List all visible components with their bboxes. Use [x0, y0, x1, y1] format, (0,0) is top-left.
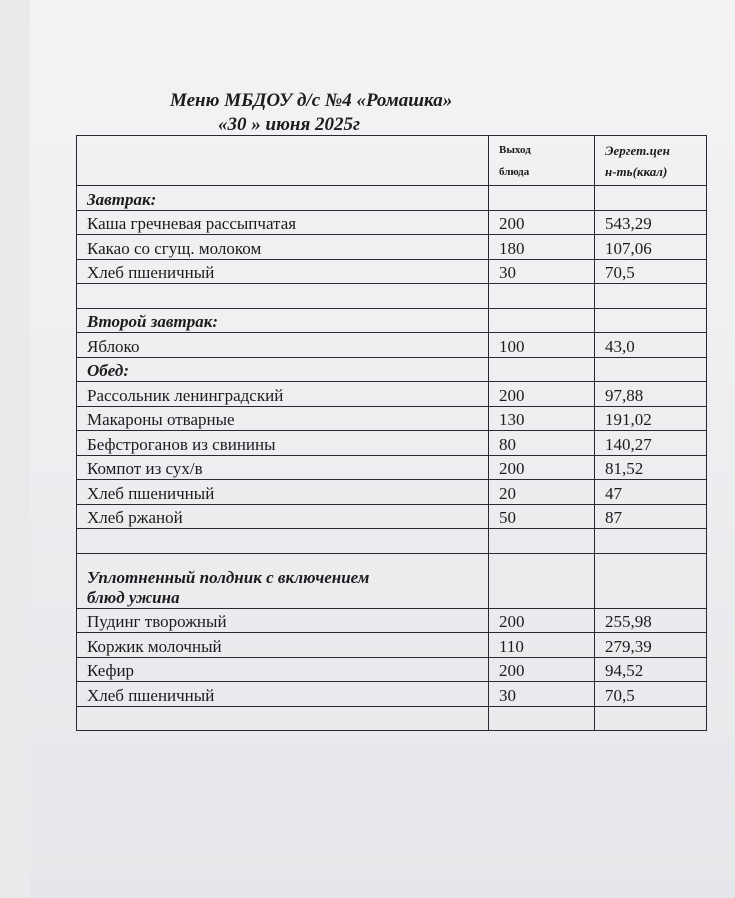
dish-output: 30 — [489, 682, 595, 707]
menu-title: Меню МБДОУ д/с №4 «Ромашка» — [170, 90, 453, 111]
table-row — [77, 608, 707, 633]
dish-energy: 81,52 — [595, 455, 707, 480]
dish-output: 50 — [489, 504, 595, 529]
dish-energy: 70,5 — [595, 259, 707, 284]
dish-energy: 47 — [595, 480, 707, 505]
section-row — [77, 553, 707, 608]
header-energy-cell — [595, 136, 707, 186]
dish-output: 110 — [489, 633, 595, 658]
table-row — [77, 210, 707, 235]
table-row — [77, 333, 707, 358]
header-row — [77, 136, 707, 186]
table-row — [77, 657, 707, 682]
header-dish-cell — [77, 136, 489, 186]
table-row — [77, 480, 707, 505]
dish-output: 20 — [489, 480, 595, 505]
table-row — [77, 382, 707, 407]
dish-energy: 543,29 — [595, 210, 707, 235]
header-output-cell — [489, 136, 595, 186]
dish-energy: 70,5 — [595, 682, 707, 707]
header-energy-line2: н-ть(ккал) — [605, 163, 668, 179]
dish-energy: 140,27 — [595, 431, 707, 456]
section-title: Завтрак: — [77, 186, 489, 211]
dish-name: Какао со сгущ. молоком — [77, 235, 489, 260]
dish-energy: 97,88 — [595, 382, 707, 407]
menu-table — [76, 135, 707, 731]
dish-name: Яблоко — [77, 333, 489, 358]
section-title: Второй завтрак: — [77, 308, 489, 333]
empty-row — [77, 284, 707, 309]
section-row — [77, 357, 707, 382]
table-row — [77, 633, 707, 658]
dish-energy: 87 — [595, 504, 707, 529]
dish-energy: 255,98 — [595, 608, 707, 633]
dish-name: Макароны отварные — [77, 406, 489, 431]
dish-energy: 43,0 — [595, 333, 707, 358]
dish-name: Рассольник ленинградский — [77, 382, 489, 407]
dish-energy: 279,39 — [595, 633, 707, 658]
dish-output: 200 — [489, 382, 595, 407]
header-energy-line1: Эергет.цен — [605, 142, 670, 158]
table-row — [77, 431, 707, 456]
dish-output: 130 — [489, 406, 595, 431]
dish-name: Компот из сух/в — [77, 455, 489, 480]
dish-output: 200 — [489, 455, 595, 480]
table-row — [77, 682, 707, 707]
dish-energy: 191,02 — [595, 406, 707, 431]
section-row — [77, 308, 707, 333]
empty-row — [77, 529, 707, 554]
dish-name: Хлеб пшеничный — [77, 259, 489, 284]
table-row — [77, 504, 707, 529]
table-row — [77, 259, 707, 284]
dish-output: 100 — [489, 333, 595, 358]
dish-output: 80 — [489, 431, 595, 456]
header-output-line1: Выход — [499, 143, 531, 156]
dish-name: Коржик молочный — [77, 633, 489, 658]
dish-name: Каша гречневая рассыпчатая — [77, 210, 489, 235]
dish-output: 30 — [489, 259, 595, 284]
dish-energy: 107,06 — [595, 235, 707, 260]
section-row — [77, 186, 707, 211]
dish-output: 180 — [489, 235, 595, 260]
section-title-line2: блюд ужина — [87, 587, 180, 607]
dish-output: 200 — [489, 608, 595, 633]
dish-output: 200 — [489, 657, 595, 682]
section-title — [77, 553, 489, 608]
dish-energy: 94,52 — [595, 657, 707, 682]
dish-name: Бефстроганов из свинины — [77, 431, 489, 456]
dish-output: 200 — [489, 210, 595, 235]
dish-name: Хлеб пшеничный — [77, 682, 489, 707]
header-output-line2: блюда — [499, 165, 530, 178]
table-row — [77, 455, 707, 480]
table-row — [77, 235, 707, 260]
dish-name: Хлеб пшеничный — [77, 480, 489, 505]
dish-name: Кефир — [77, 657, 489, 682]
section-title-line1: Уплотненный полдник с включением — [87, 567, 370, 587]
table-row — [77, 406, 707, 431]
empty-row — [77, 706, 707, 731]
section-title: Обед: — [77, 357, 489, 382]
dish-name: Хлеб ржаной — [77, 504, 489, 529]
dish-name: Пудинг творожный — [77, 608, 489, 633]
menu-date: «30 » июня 2025г — [218, 114, 361, 135]
